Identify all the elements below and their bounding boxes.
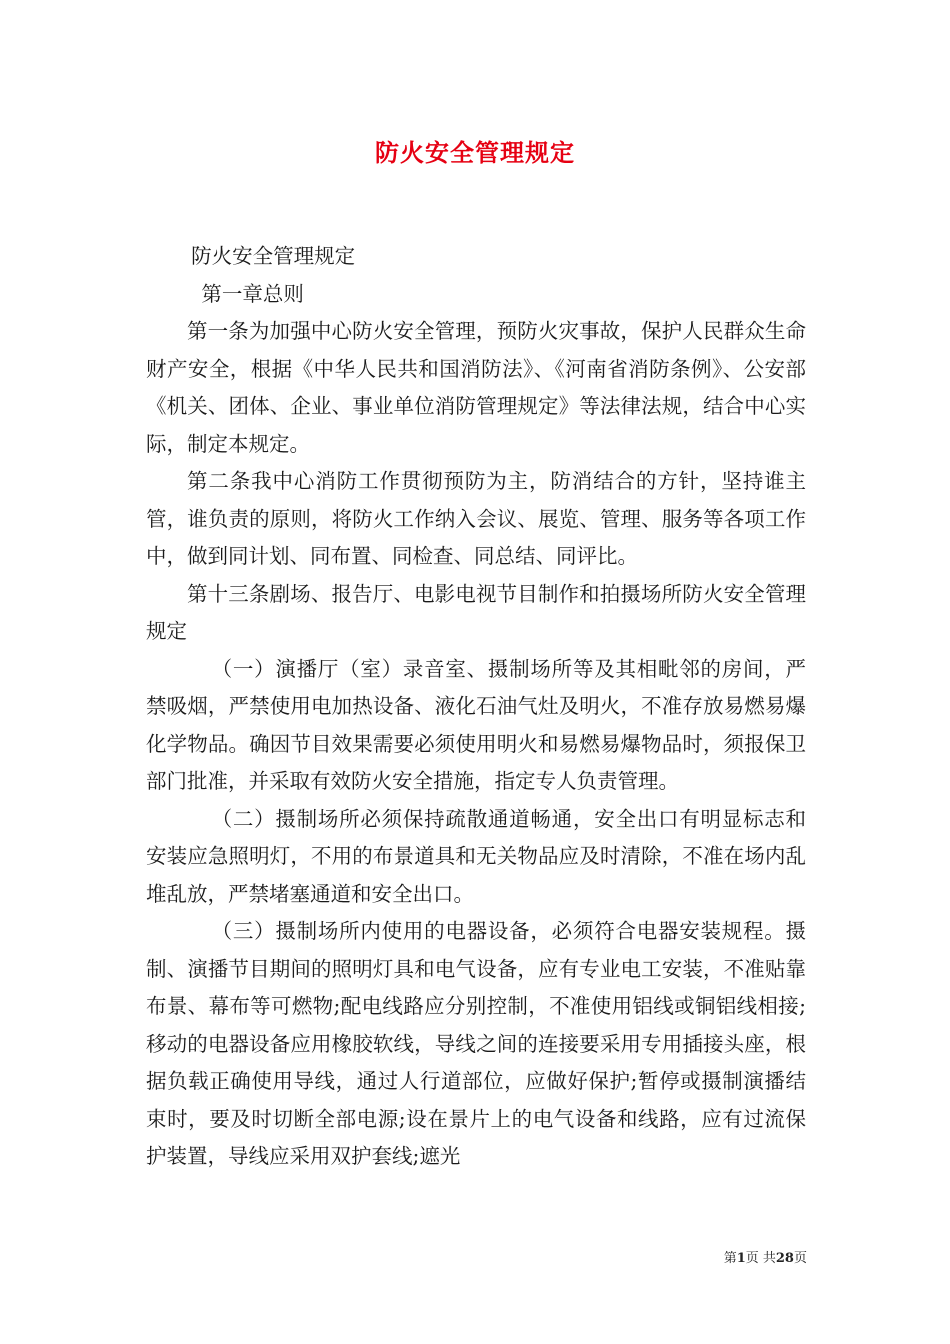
footer-middle: 页 共 <box>745 1251 776 1266</box>
clause-2-paragraph: （二）摄制场所必须保持疏散通道畅通，安全出口有明显标志和安装应急照明灯，不用的布景道具和无关物品应及时清除，不准在场内乱堆乱放，严禁堵塞通道和安全出口。 <box>146 806 806 906</box>
article-2-paragraph: 第二条我中心消防工作贯彻预防为主，防消结合的方针，坚持谁主管，谁负责的原则，将防火工作纳入会议、展览、管理、服务等各项工作中，做到同计划、同布置、同检查、同总结、同评比。 <box>146 469 806 568</box>
article-13-paragraph: 第十三条剧场、报告厅、电影电视节目制作和拍摄场所防火安全管理规定 <box>146 581 806 643</box>
footer-suffix: 页 <box>793 1251 807 1266</box>
subtitle-paragraph: 防火安全管理规定 <box>191 244 356 268</box>
footer-prefix: 第 <box>723 1251 737 1266</box>
chapter-heading: 第一章总则 <box>201 281 304 306</box>
footer-total-pages: 28 <box>775 1251 794 1266</box>
page-footer <box>724 1247 807 1266</box>
article-1-paragraph: 第一条为加强中心防火安全管理，预防火灾事故，保护人民群众生命财产安全，根据《中华人民共和国消防法》、《河南省消防条例》、公安部《机关、团体、企业、事业单位消防管理规定》等法律法规，结合中心实际，制定本规定。 <box>146 319 806 456</box>
document-title: 防火安全管理规定 <box>375 138 575 167</box>
clause-1-paragraph: （一）演播厅（室）录音室、摄制场所等及其相毗邻的房间，严禁吸烟，严禁使用电加热设备、液化石油气灶及明火，不准存放易燃易爆化学物品。确因节目效果需要必须使用明火和易燃易爆物品时，须报保卫部门批准，并采取有效防火安全措施，指定专人负责管理。 <box>146 656 806 793</box>
clause-3-paragraph: （三）摄制场所内使用的电器设备，必须符合电器安装规程。摄制、演播节目期间的照明灯具和电气设备，应有专业电工安装，不准贴靠布景、幕布等可燃物;配电线路应分别控制，不准使用铝线或铜铝线相接;移动的电器设备应用橡胶软线，导线之间的连接要采用专用插接头座，根据负载正确使用导线，通过人行道部位，应做好保护;暂停或摄制演播结束时，要及时切断全部电源;设在景片上的电气设备和线路，应有过流保护装置，导线应采用双护套线;遮光 <box>146 919 806 1168</box>
footer-page-number: 1 <box>736 1251 746 1266</box>
document-body <box>146 238 806 1176</box>
